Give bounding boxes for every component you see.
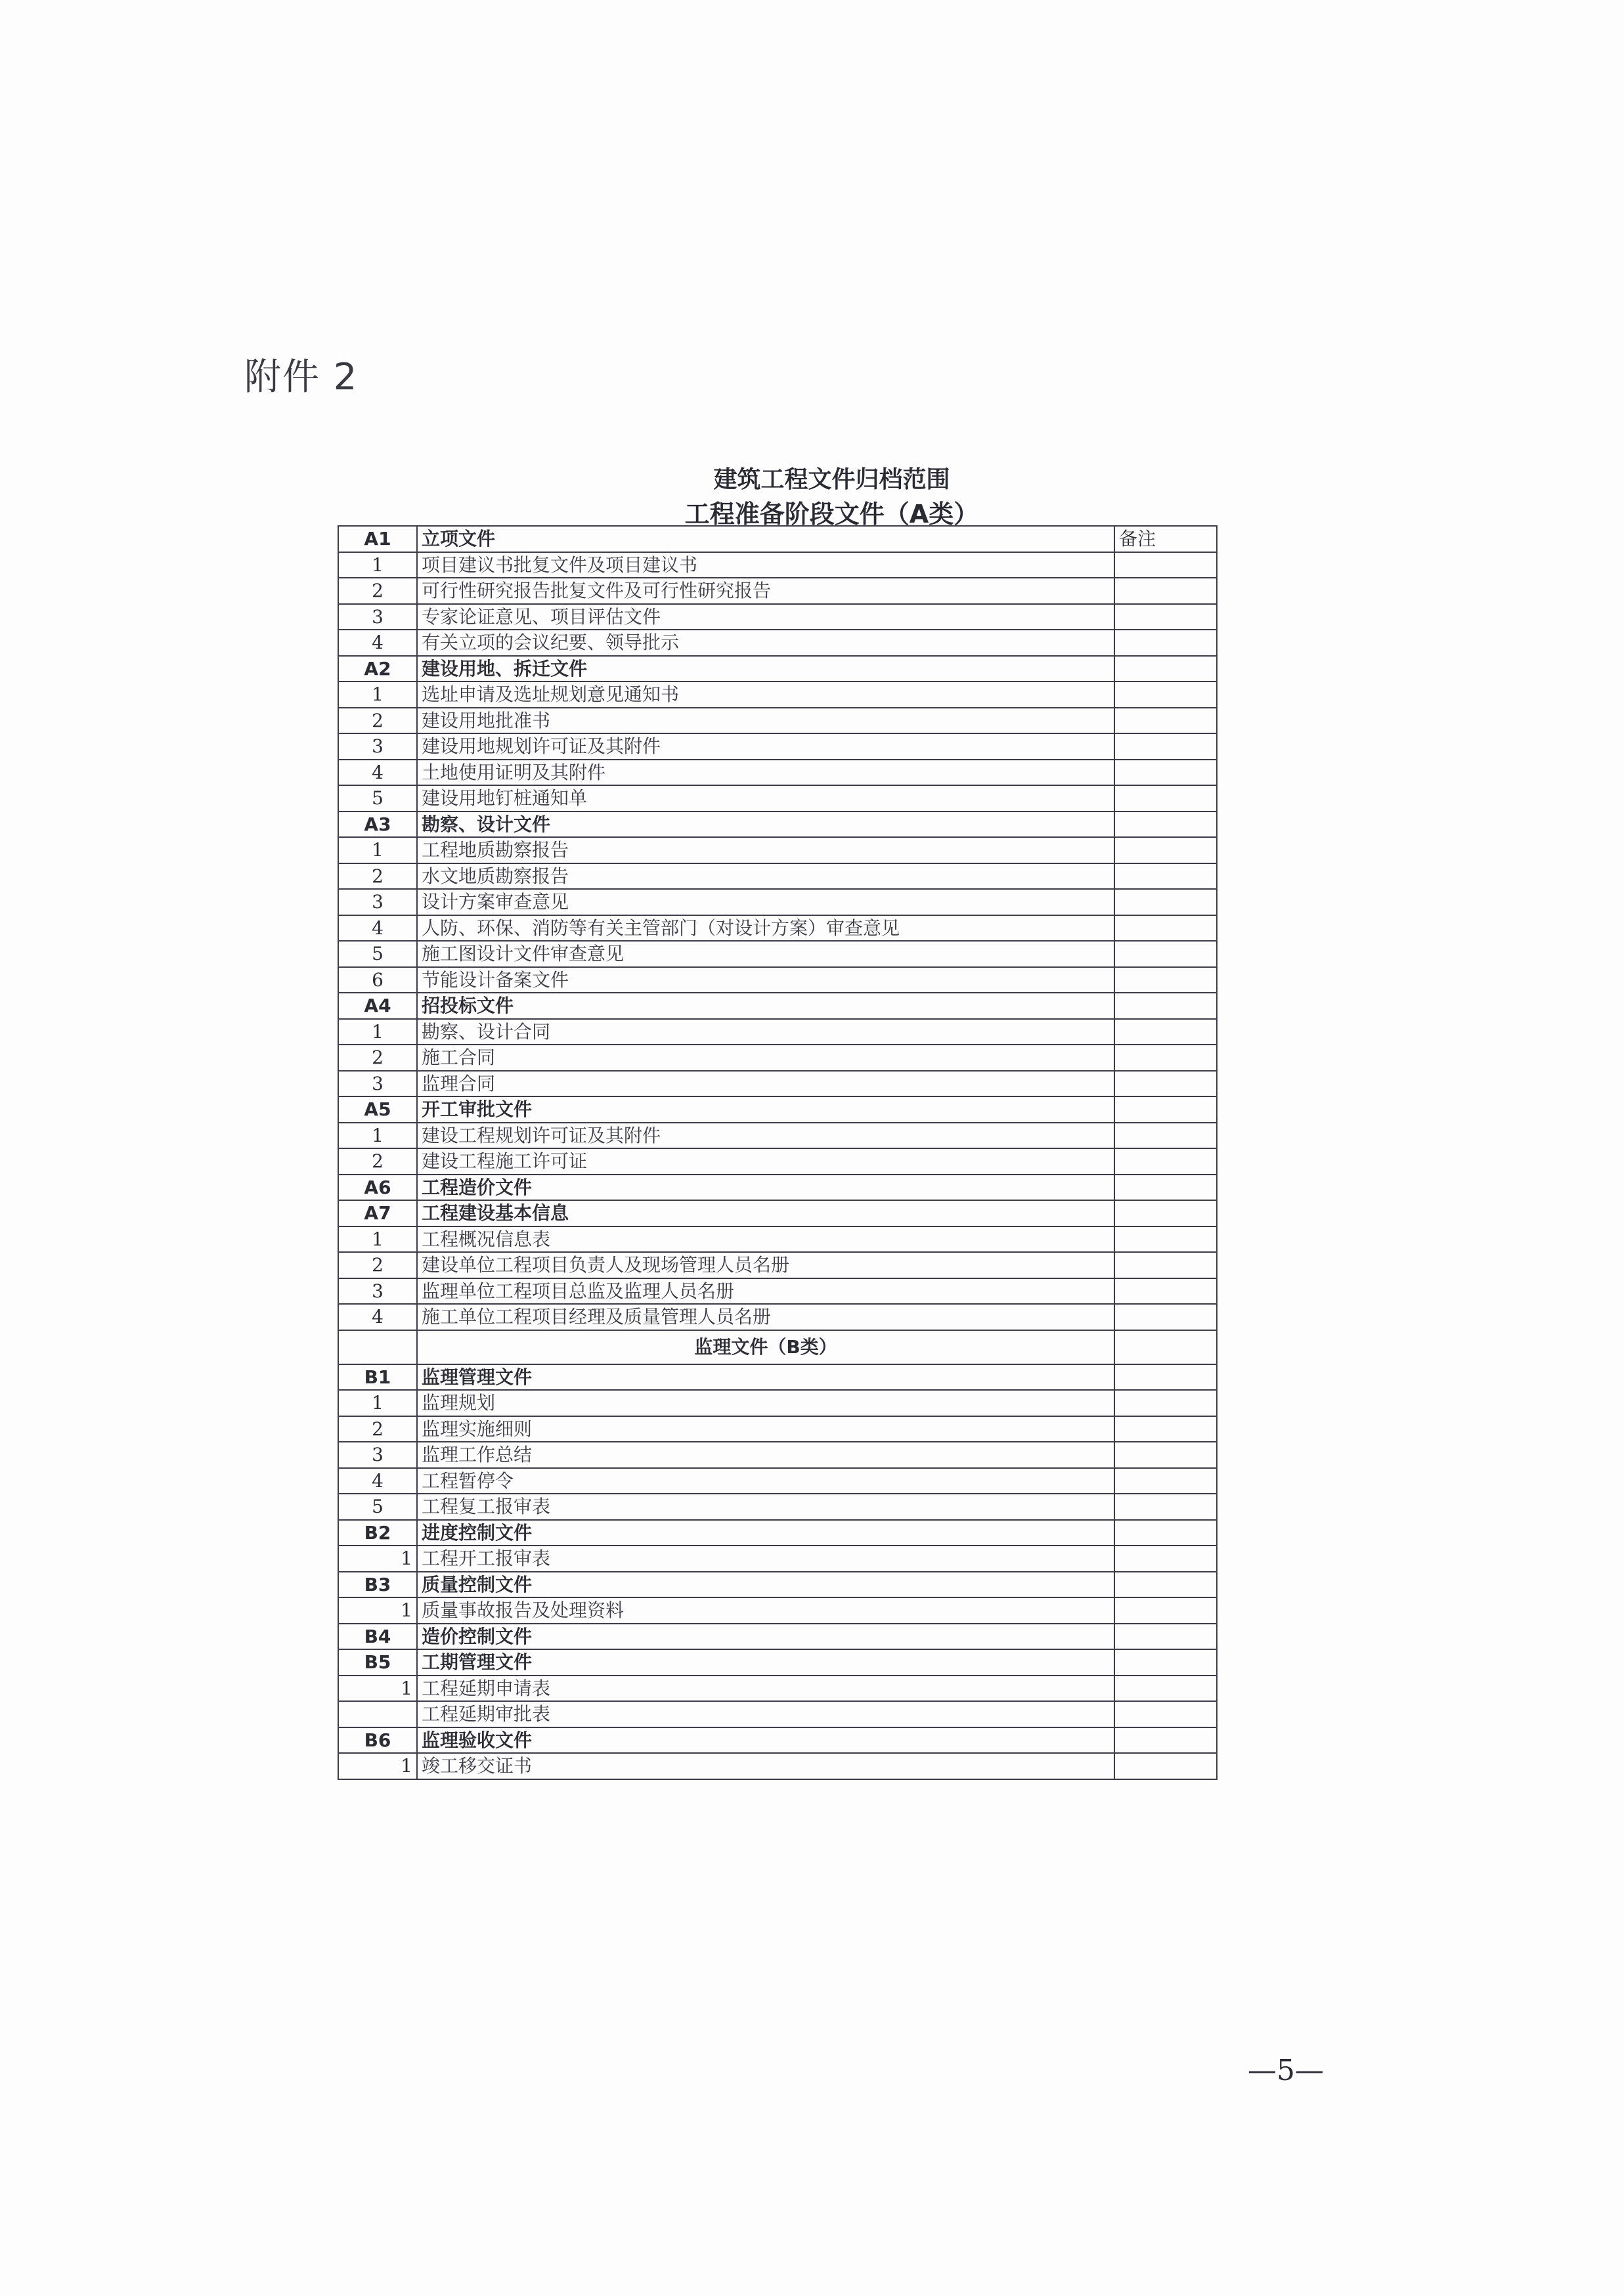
- item-number: 1: [338, 1019, 417, 1045]
- item-number: 2: [338, 1148, 417, 1175]
- item-number: 1: [338, 1753, 417, 1779]
- note-cell: [1114, 1572, 1217, 1598]
- item-number: 4: [338, 1304, 417, 1330]
- table-row: [338, 1148, 1217, 1175]
- item-name: 监理工作总结: [417, 1442, 1114, 1468]
- document-title: 建筑工程文件归档范围: [713, 466, 950, 493]
- group-row: [338, 1572, 1217, 1598]
- group-code: A2: [338, 656, 417, 682]
- group-row: [338, 1096, 1217, 1123]
- section-b-rows: [338, 1364, 1217, 1779]
- item-number: [338, 1701, 417, 1727]
- item-number: 2: [338, 1252, 417, 1278]
- group-code: A3: [338, 812, 417, 838]
- note-cell: [1114, 1304, 1217, 1330]
- note-cell: [1114, 578, 1217, 604]
- item-name: 施工图设计文件审查意见: [417, 941, 1114, 967]
- table-row: [338, 552, 1217, 578]
- item-name: 勘察、设计合同: [417, 1019, 1114, 1045]
- group-code: A5: [338, 1096, 417, 1123]
- item-name: 建设用地钉桩通知单: [417, 785, 1114, 812]
- item-number: 1: [338, 552, 417, 578]
- item-number: 2: [338, 1045, 417, 1071]
- table-row: [338, 733, 1217, 760]
- group-title: 开工审批文件: [417, 1096, 1114, 1123]
- group-title: 工程造价文件: [417, 1175, 1114, 1201]
- note-cell: [1114, 1390, 1217, 1416]
- note-cell: [1114, 837, 1217, 863]
- group-title: 立项文件: [417, 526, 1114, 552]
- note-cell: [1114, 1071, 1217, 1097]
- section-b-code-cell: [338, 1330, 417, 1364]
- note-cell: [1114, 1416, 1217, 1442]
- note-cell: [1114, 1701, 1217, 1727]
- item-name: 工程延期审批表: [417, 1701, 1114, 1727]
- table-row: [338, 1597, 1217, 1624]
- table-row: [338, 1701, 1217, 1727]
- note-cell: [1114, 1252, 1217, 1278]
- item-number: 3: [338, 1442, 417, 1468]
- item-name: 建设工程施工许可证: [417, 1148, 1114, 1175]
- group-title: 质量控制文件: [417, 1572, 1114, 1598]
- item-name: 建设用地规划许可证及其附件: [417, 733, 1114, 760]
- item-name: 专家论证意见、项目评估文件: [417, 604, 1114, 630]
- note-cell: [1114, 682, 1217, 708]
- item-name: 工程地质勘察报告: [417, 837, 1114, 863]
- group-title: 监理验收文件: [417, 1727, 1114, 1754]
- section-b-note-cell: [1114, 1330, 1217, 1364]
- item-number: 4: [338, 915, 417, 942]
- item-number: 1: [338, 1546, 417, 1572]
- note-cell: [1114, 604, 1217, 630]
- note-cell: [1114, 889, 1217, 915]
- note-cell: [1114, 812, 1217, 838]
- item-name: 节能设计备案文件: [417, 967, 1114, 993]
- item-name: 监理实施细则: [417, 1416, 1114, 1442]
- group-title: 工程建设基本信息: [417, 1200, 1114, 1226]
- item-number: 4: [338, 630, 417, 656]
- group-title: 造价控制文件: [417, 1624, 1114, 1650]
- table-row: [338, 708, 1217, 734]
- note-cell: [1114, 1494, 1217, 1520]
- table-row: [338, 1278, 1217, 1305]
- item-number: 1: [338, 1597, 417, 1624]
- section-b-title: 监理文件（B类）: [417, 1330, 1114, 1364]
- note-cell: [1114, 1200, 1217, 1226]
- note-cell: [1114, 1123, 1217, 1149]
- note-cell: [1114, 1096, 1217, 1123]
- item-number: 3: [338, 733, 417, 760]
- group-code: A6: [338, 1175, 417, 1201]
- note-cell: [1114, 1727, 1217, 1754]
- note-cell: [1114, 1753, 1217, 1779]
- table-row: [338, 863, 1217, 890]
- group-code: B6: [338, 1727, 417, 1754]
- note-cell: [1114, 1175, 1217, 1201]
- note-cell: [1114, 1226, 1217, 1253]
- table-row: [338, 682, 1217, 708]
- note-cell: [1114, 915, 1217, 942]
- item-number: 2: [338, 578, 417, 604]
- note-cell: [1114, 733, 1217, 760]
- note-cell: [1114, 1148, 1217, 1175]
- item-number: 2: [338, 863, 417, 890]
- note-cell: [1114, 760, 1217, 786]
- item-number: 1: [338, 837, 417, 863]
- group-row: [338, 1649, 1217, 1676]
- note-cell: [1114, 863, 1217, 890]
- group-title: 建设用地、拆迁文件: [417, 656, 1114, 682]
- group-code: B3: [338, 1572, 417, 1598]
- table-row: [338, 1416, 1217, 1442]
- group-row: [338, 526, 1217, 552]
- table-row: [338, 1252, 1217, 1278]
- note-cell: [1114, 993, 1217, 1019]
- note-cell: [1114, 1676, 1217, 1702]
- table-row: [338, 1071, 1217, 1097]
- table-row: [338, 967, 1217, 993]
- note-cell: [1114, 785, 1217, 812]
- group-row: [338, 812, 1217, 838]
- note-cell: [1114, 1019, 1217, 1045]
- note-cell: [1114, 1624, 1217, 1650]
- item-name: 建设工程规划许可证及其附件: [417, 1123, 1114, 1149]
- note-cell: [1114, 1520, 1217, 1546]
- table-row: [338, 1226, 1217, 1253]
- group-row: [338, 1364, 1217, 1391]
- item-number: 4: [338, 1468, 417, 1494]
- item-name: 有关立项的会议纪要、领导批示: [417, 630, 1114, 656]
- item-number: 5: [338, 785, 417, 812]
- table-row: [338, 941, 1217, 967]
- note-cell: [1114, 1045, 1217, 1071]
- table-row: [338, 915, 1217, 942]
- note-cell: [1114, 1278, 1217, 1305]
- item-name: 水文地质勘察报告: [417, 863, 1114, 890]
- archive-scope-table: [338, 525, 1218, 1780]
- table-row: [338, 785, 1217, 812]
- table-row: [338, 1468, 1217, 1494]
- group-row: [338, 1520, 1217, 1546]
- note-cell: [1114, 1649, 1217, 1676]
- section-a-title: 工程准备阶段文件（A类）: [684, 500, 979, 529]
- page-number: —5—: [1248, 2054, 1324, 2087]
- group-row: [338, 656, 1217, 682]
- group-code: A7: [338, 1200, 417, 1226]
- table-row: [338, 1676, 1217, 1702]
- item-name: 工程开工报审表: [417, 1546, 1114, 1572]
- section-a-rows: [338, 526, 1217, 1330]
- item-number: 2: [338, 1416, 417, 1442]
- table-row: [338, 889, 1217, 915]
- item-name: 建设用地批准书: [417, 708, 1114, 734]
- note-cell: [1114, 1597, 1217, 1624]
- item-name: 监理合同: [417, 1071, 1114, 1097]
- table-row: [338, 1045, 1217, 1071]
- group-row: [338, 1727, 1217, 1754]
- table-row: [338, 1304, 1217, 1330]
- item-name: 质量事故报告及处理资料: [417, 1597, 1114, 1624]
- note-cell: [1114, 941, 1217, 967]
- table-row: [338, 1019, 1217, 1045]
- group-title: 进度控制文件: [417, 1520, 1114, 1546]
- group-code: B1: [338, 1364, 417, 1391]
- group-title: 招投标文件: [417, 993, 1114, 1019]
- item-name: 竣工移交证书: [417, 1753, 1114, 1779]
- table-row: [338, 837, 1217, 863]
- item-name: 可行性研究报告批复文件及可行性研究报告: [417, 578, 1114, 604]
- item-name: 项目建议书批复文件及项目建议书: [417, 552, 1114, 578]
- note-cell: [1114, 1364, 1217, 1391]
- item-name: 工程延期申请表: [417, 1676, 1114, 1702]
- note-cell: [1114, 967, 1217, 993]
- note-cell: [1114, 552, 1217, 578]
- table-row: [338, 1442, 1217, 1468]
- item-name: 土地使用证明及其附件: [417, 760, 1114, 786]
- item-name: 监理规划: [417, 1390, 1114, 1416]
- item-name: 建设单位工程项目负责人及现场管理人员名册: [417, 1252, 1114, 1278]
- note-cell: [1114, 1442, 1217, 1468]
- note-cell: [1114, 630, 1217, 656]
- item-number: 1: [338, 1390, 417, 1416]
- item-number: 5: [338, 1494, 417, 1520]
- group-code: B2: [338, 1520, 417, 1546]
- item-number: 3: [338, 1071, 417, 1097]
- group-code: B4: [338, 1624, 417, 1650]
- group-code: A4: [338, 993, 417, 1019]
- item-number: 3: [338, 889, 417, 915]
- section-b-header: [338, 1330, 1217, 1364]
- item-number: 1: [338, 1123, 417, 1149]
- group-title: 勘察、设计文件: [417, 812, 1114, 838]
- note-cell: [1114, 656, 1217, 682]
- attachment-label: 附件 2: [244, 356, 359, 399]
- item-number: 3: [338, 604, 417, 630]
- item-name: 设计方案审查意见: [417, 889, 1114, 915]
- group-code: B5: [338, 1649, 417, 1676]
- table-row: [338, 578, 1217, 604]
- group-row: [338, 1624, 1217, 1650]
- item-number: 1: [338, 1676, 417, 1702]
- group-row: [338, 1200, 1217, 1226]
- note-cell: [1114, 1468, 1217, 1494]
- item-name: 工程暂停令: [417, 1468, 1114, 1494]
- note-cell: [1114, 708, 1217, 734]
- note-header: 备注: [1114, 526, 1217, 552]
- table-row: [338, 1494, 1217, 1520]
- item-number: 4: [338, 760, 417, 786]
- item-number: 6: [338, 967, 417, 993]
- section-b-title-row: [338, 1330, 1217, 1364]
- group-title: 工期管理文件: [417, 1649, 1114, 1676]
- item-number: 1: [338, 1226, 417, 1253]
- item-number: 3: [338, 1278, 417, 1305]
- item-name: 人防、环保、消防等有关主管部门（对设计方案）审查意见: [417, 915, 1114, 942]
- item-name: 监理单位工程项目总监及监理人员名册: [417, 1278, 1114, 1305]
- table-row: [338, 1753, 1217, 1779]
- table-row: [338, 604, 1217, 630]
- table-row: [338, 1390, 1217, 1416]
- group-row: [338, 993, 1217, 1019]
- item-number: 1: [338, 682, 417, 708]
- group-row: [338, 1175, 1217, 1201]
- item-name: 工程复工报审表: [417, 1494, 1114, 1520]
- group-title: 监理管理文件: [417, 1364, 1114, 1391]
- item-name: 施工单位工程项目经理及质量管理人员名册: [417, 1304, 1114, 1330]
- item-name: 选址申请及选址规划意见通知书: [417, 682, 1114, 708]
- group-code: A1: [338, 526, 417, 552]
- item-name: 施工合同: [417, 1045, 1114, 1071]
- table-row: [338, 760, 1217, 786]
- note-cell: [1114, 1546, 1217, 1572]
- item-number: 5: [338, 941, 417, 967]
- table-row: [338, 1546, 1217, 1572]
- item-number: 2: [338, 708, 417, 734]
- table-row: [338, 630, 1217, 656]
- item-name: 工程概况信息表: [417, 1226, 1114, 1253]
- table-row: [338, 1123, 1217, 1149]
